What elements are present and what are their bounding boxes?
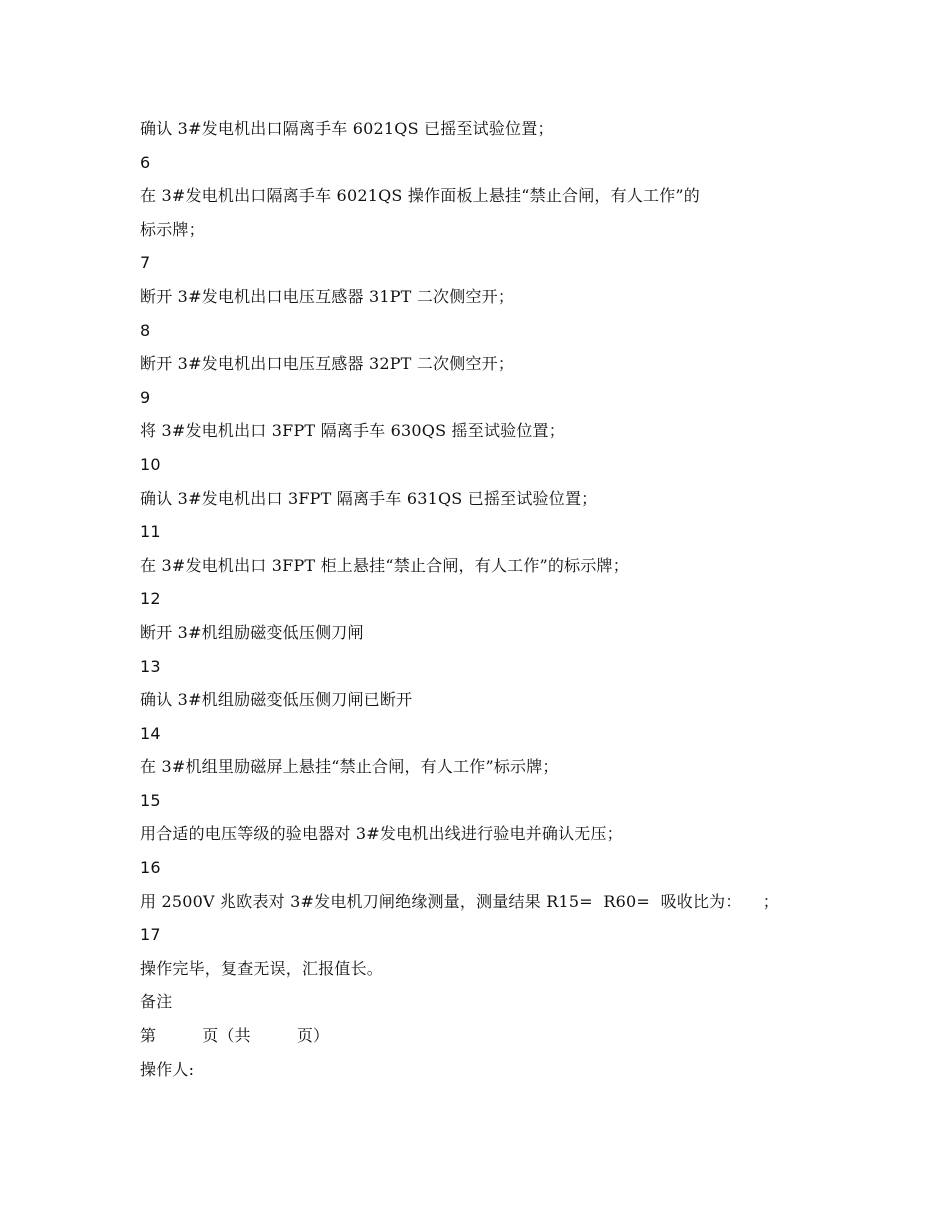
step-number: 12 (140, 589, 161, 609)
step-text: 备注 (140, 992, 173, 1012)
page-indicator (140, 1019, 840, 1053)
step-number: 11 (140, 522, 161, 542)
step-number: 7 (140, 253, 151, 273)
step-text: 在 3#机组里励磁屏上悬挂“禁止合闸，有人工作”标示牌； (140, 757, 559, 777)
step-text: 确认 3#发电机出口 3FPT 隔离手车 631QS 已摇至试验位置； (140, 488, 598, 508)
step-text: 标示牌； (140, 219, 205, 239)
document-body (140, 112, 840, 1086)
step-number: 15 (140, 790, 161, 810)
step-number: 6 (140, 152, 151, 172)
step-number: 10 (140, 454, 161, 474)
step-text: 确认 3#发电机出口隔离手车 6021QS 已摇至试验位置； (140, 119, 554, 138)
page-label-suffix: 页） (296, 1026, 330, 1046)
step-text: 断开 3#机组励磁变低压侧刀闸 (140, 622, 364, 642)
step-text: 操作完毕，复查无误，汇报值长。 (140, 958, 384, 978)
step-text: 断开 3#发电机出口电压互感器 31PT 二次侧空开； (140, 286, 515, 306)
step-number: 8 (140, 320, 151, 340)
step-text: 确认 3#机组励磁变低压侧刀闸已断开 (140, 690, 413, 710)
page-label-prefix: 第 (140, 1026, 157, 1046)
page-label-total: 页（共 (202, 1026, 251, 1046)
step-number: 17 (140, 925, 161, 945)
operator-label: 操作人: (140, 1059, 195, 1079)
step-text: 将 3#发电机出口 3FPT 隔离手车 630QS 摇至试验位置； (140, 421, 565, 441)
step-number: 14 (140, 723, 161, 743)
step-text: 在 3#发电机出口 3FPT 柜上悬挂“禁止合闸，有人工作”的标示牌； (140, 555, 629, 575)
step-text: 用 2500V 兆欧表对 3#发电机刀闸绝缘测量，测量结果 R15= R60= 吸收比为： ； (140, 891, 779, 911)
step-text: 在 3#发电机出口隔离手车 6021QS 操作面板上悬挂“禁止合闸，有人工作”的 (140, 186, 701, 206)
step-text: 用合适的电压等级的验电器对 3#发电机出线进行验电并确认无压； (140, 824, 623, 844)
step-number: 9 (140, 387, 151, 407)
step-text: 断开 3#发电机出口电压互感器 32PT 二次侧空开； (140, 354, 515, 374)
step-number: 13 (140, 656, 161, 676)
step-number: 16 (140, 858, 161, 878)
